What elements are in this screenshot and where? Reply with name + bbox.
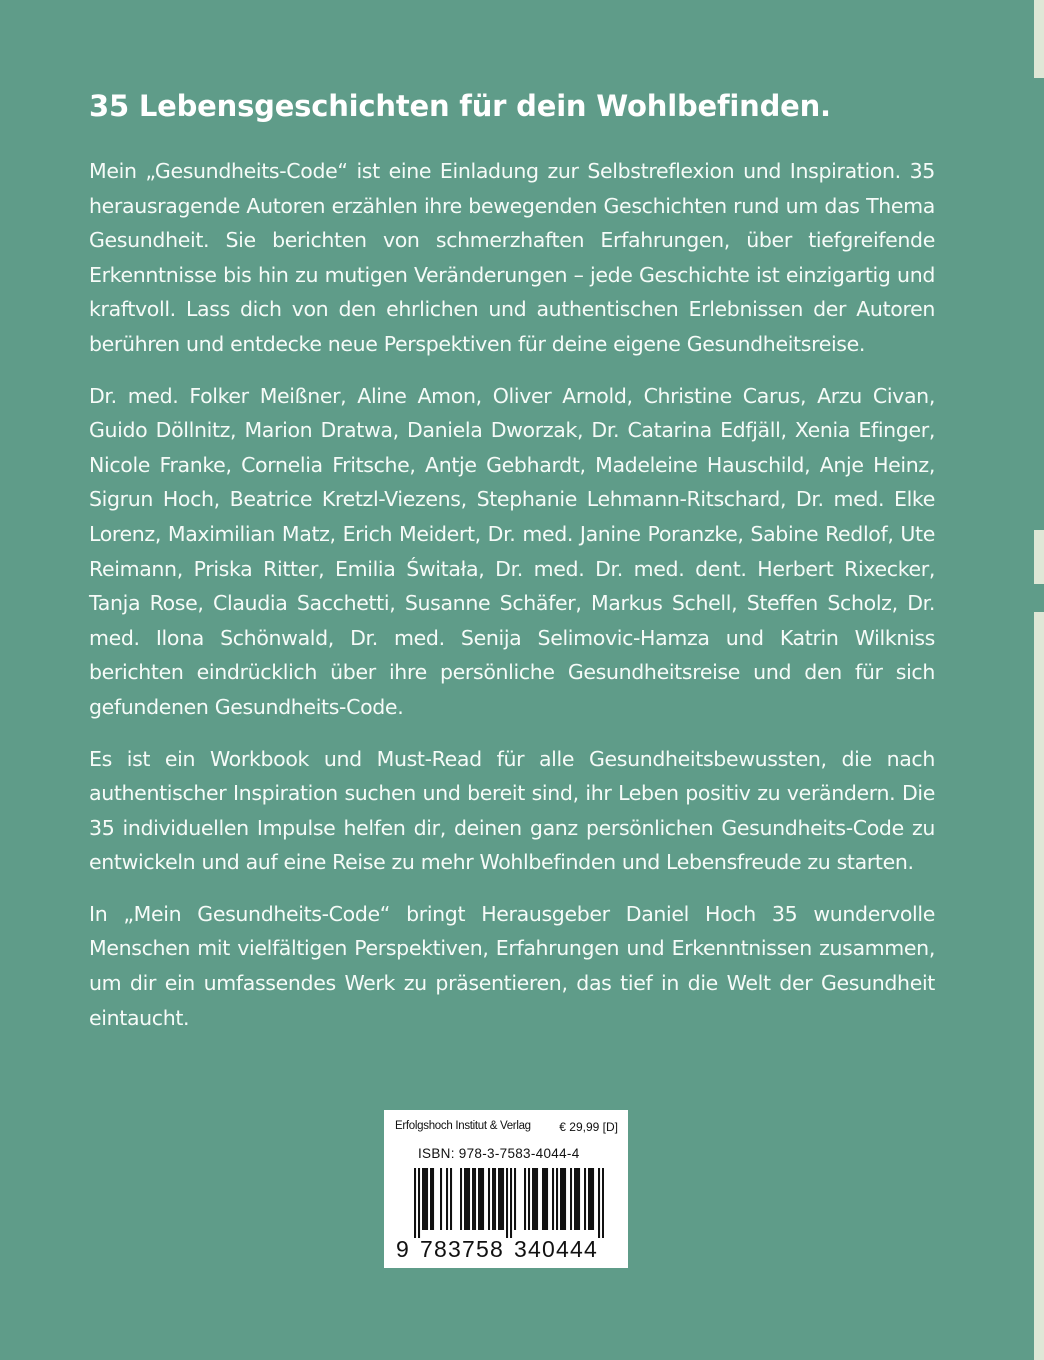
barcode-bar xyxy=(534,1168,536,1230)
barcode-bar xyxy=(474,1168,476,1230)
barcode-bar xyxy=(480,1168,482,1230)
barcode-bar xyxy=(560,1168,562,1230)
barcode-bar xyxy=(564,1168,566,1230)
barcode-digit-group-right: 340444 xyxy=(514,1236,598,1262)
barcode-bar xyxy=(542,1168,544,1230)
barcode-bar xyxy=(472,1168,474,1230)
barcode-bar xyxy=(494,1168,496,1230)
barcode-bar xyxy=(418,1168,420,1238)
barcode-bar xyxy=(446,1168,448,1230)
barcode-bar xyxy=(430,1168,432,1230)
price: € 29,99 [D] xyxy=(559,1120,618,1134)
barcode-bar xyxy=(576,1168,578,1230)
barcode-bar xyxy=(570,1168,572,1230)
barcode-bar xyxy=(510,1168,512,1238)
barcode-bar xyxy=(562,1168,564,1230)
barcode-bar xyxy=(528,1168,530,1230)
barcode-bar xyxy=(546,1168,548,1230)
barcode-bar xyxy=(514,1168,516,1230)
barcode-bar xyxy=(482,1168,484,1230)
barcode-bar xyxy=(502,1168,504,1230)
barcode-bar xyxy=(552,1168,554,1230)
barcode-bar xyxy=(492,1168,494,1230)
barcode-bar xyxy=(524,1168,526,1230)
barcode-bar xyxy=(422,1168,424,1230)
publisher-name: Erfolgshoch Institut & Verlag xyxy=(395,1120,531,1132)
barcode-image xyxy=(414,1168,604,1238)
barcode-bar xyxy=(578,1168,580,1230)
barcode-bar xyxy=(432,1168,434,1230)
barcode-digit-group-left: 783758 xyxy=(420,1236,504,1262)
barcode-bar xyxy=(532,1168,534,1230)
barcode-header xyxy=(395,1120,618,1134)
authors-paragraph: Dr. med. Folker Meißner, Aline Amon, Oliver Arnold, Christine Carus, Arzu Civan, Guido Döllnitz, Marion Dratwa, Daniela Dworzak, Dr. Catarina Edfjäll, Xenia Efinger, Nicole Franke, Cornelia Fritsche, Antje Gebhardt, Madeleine Hauschild, Anje Heinz, Sigrun Hoch, Beatrice Kretzl-Viezens, Stephanie Lehmann-Ritschard, Dr. med. Elke Lorenz, Maximilian Matz, Erich Meidert, Dr. med. Janine Poranzke, Sabine Redlof, Ute Reimann, Priska Ritter, Emilia Świtała, Dr. med. Dr. med. dent. Herbert Rixecker, Tanja Rose, Claudia Sacchetti, Susanne Schäfer, Markus Schell, Steffen Scholz, Dr. med. Ilona Schönwald, Dr. med. Senija Selimovic-Hamza und Katrin Wilkniss berichten eindrücklich über ihre persönliche Gesundheitsreise und den für sich gefundenen Gesundheits-Code. xyxy=(89,383,935,719)
barcode-bar xyxy=(588,1168,590,1230)
barcode-bar xyxy=(498,1168,500,1230)
intro-paragraph: Mein „Gesundheits-Code“ ist eine Einladung zur Selbstreflexion und Inspiration. 35 herausragende Autoren erzählen ihre bewegenden Geschichten rund um das Thema Gesundheit. Sie berichten von schmerzhaften Erfahrungen, über tiefgreifende Erkenntnisse bis hin zu mutigen Veränderungen – jede Geschichte ist einzigartig und kraftvoll. Lass dich von den ehrlichen und authentischen Erlebnissen der Autoren berühren und entdecke neue Perspektiven für deine eigene Gesundheitsreise. xyxy=(89,159,935,356)
barcode-bar xyxy=(466,1168,468,1230)
barcode-bar xyxy=(500,1168,502,1230)
barcode-bar xyxy=(488,1168,490,1230)
spine-strip-middle xyxy=(1034,530,1044,584)
workbook-paragraph: Es ist ein Workbook und Must-Read für alle Gesundheitsbewussten, die nach authentischer Inspiration suchen und bereit sind, ihr Leben positiv zu verändern. Die 35 individuellen Impulse helfen dir, deinen ganz persönlichen Gesundheits-Code zu entwickeln und auf eine Reise zu mehr Wohlbefinden und Lebensfreude zu starten. xyxy=(89,746,935,875)
barcode-digit-first: 9 xyxy=(396,1236,410,1262)
barcode-bar xyxy=(414,1168,416,1238)
spine-strip-bottom xyxy=(1034,612,1044,1360)
editor-paragraph: In „Mein Gesundheits-Code“ bringt Herausgeber Daniel Hoch 35 wundervolle Menschen mit vielfältigen Perspektiven, Erfahrungen und Erkenntnissen zusammen, um dir ein umfassendes Werk zu präsentieren, das tief in die Welt der Gesundheit eintaucht. xyxy=(89,901,935,1030)
barcode-bar xyxy=(464,1168,466,1230)
blurb-heading: 35 Lebensgeschichten für dein Wohlbefinden. xyxy=(89,89,831,123)
barcode-bar xyxy=(598,1168,600,1238)
barcode-bar xyxy=(424,1168,426,1230)
barcode-bar xyxy=(556,1168,558,1230)
barcode-bar xyxy=(574,1168,576,1230)
barcode-bar xyxy=(536,1168,538,1230)
back-cover-text xyxy=(89,84,935,1052)
barcode-bar xyxy=(460,1168,462,1230)
barcode-bar xyxy=(426,1168,428,1230)
spine-strip-top xyxy=(1034,0,1044,78)
isbn-barcode-box xyxy=(384,1110,628,1268)
barcode-bar xyxy=(478,1168,480,1230)
barcode-bar xyxy=(440,1168,442,1230)
barcode-bar xyxy=(506,1168,508,1238)
barcode-bar xyxy=(450,1168,452,1230)
isbn-number: ISBN: 978-3-7583-4044-4 xyxy=(418,1146,580,1161)
barcode-bar xyxy=(602,1168,604,1238)
barcode-bar xyxy=(590,1168,592,1230)
barcode-bar xyxy=(544,1168,546,1230)
barcode-bar xyxy=(468,1168,470,1230)
barcode-bar xyxy=(592,1168,594,1230)
barcode-bar xyxy=(584,1168,586,1230)
